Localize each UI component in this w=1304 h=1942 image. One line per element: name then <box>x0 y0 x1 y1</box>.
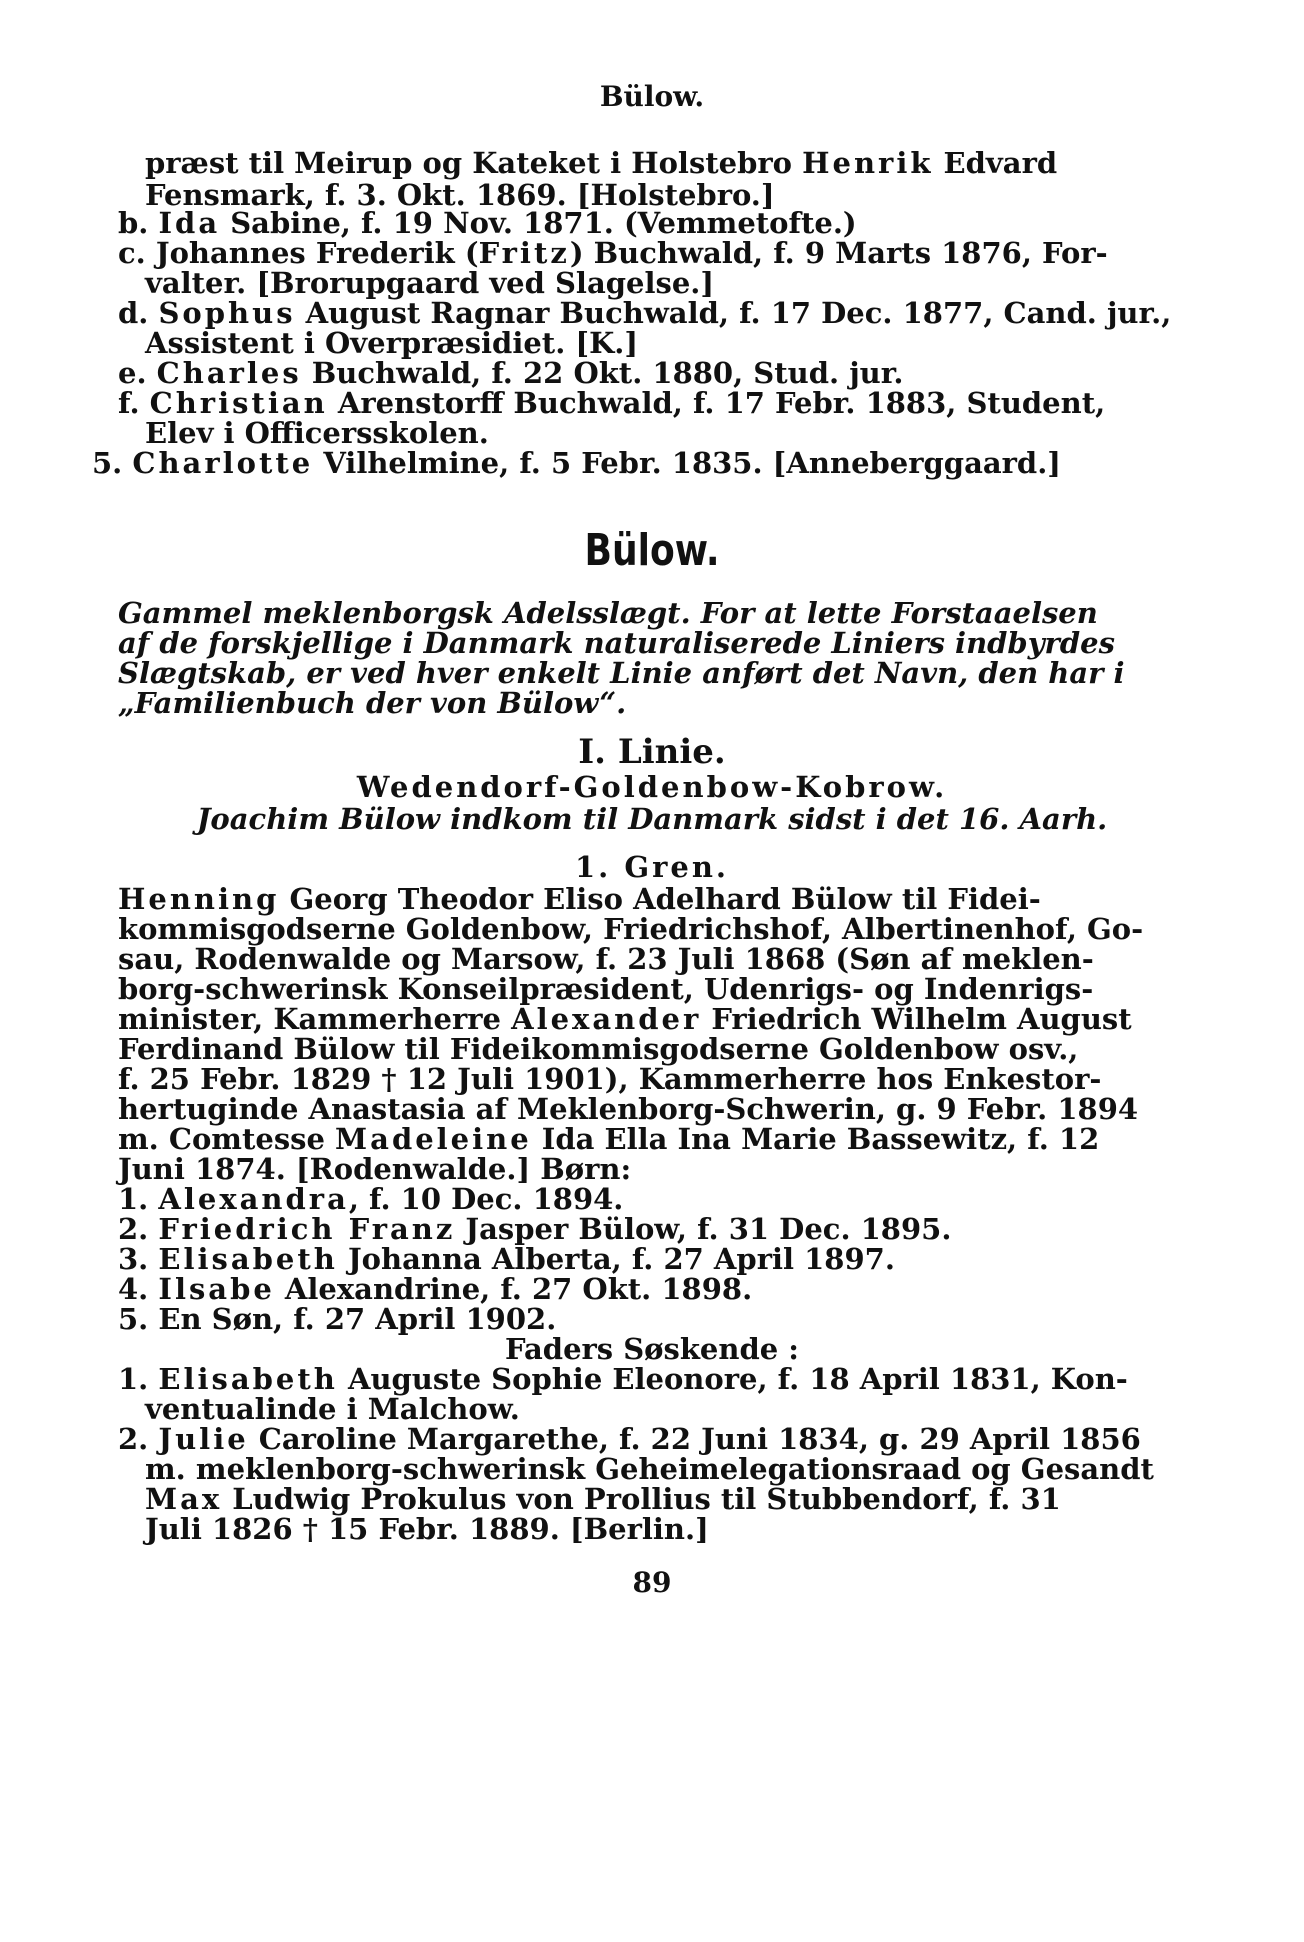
text-line: kommisgodserne Goldenbow, Friedrichshof, Albertinenhof, Go- <box>118 912 1144 946</box>
text-line: minister, Kammerherre Alexander Friedrich Wilhelm August <box>118 1002 1132 1036</box>
list-item: 2. Julie Caroline Margarethe, f. 22 Juni 1834, g. 29 April 1856 <box>118 1422 1141 1456</box>
text-line: Juli 1826 † 15 Febr. 1889. [Berlin.] <box>145 1512 709 1546</box>
list-item: 3. Elisabeth Johanna Alberta, f. 27 April 1897. <box>118 1242 895 1276</box>
list-item: 1. Alexandra, f. 10 Dec. 1894. <box>118 1182 624 1216</box>
text-line: m. meklenborg-schwerinsk Geheimelegationsraad og Gesandt <box>145 1452 1154 1486</box>
text-line: hertuginde Anastasia af Meklenborg-Schwerin, g. 9 Febr. 1894 <box>118 1092 1139 1126</box>
list-item: 4. Ilsabe Alexandrine, f. 27 Okt. 1898. <box>118 1272 753 1306</box>
linie-name: Wedendorf-Goldenbow-Kobrow. <box>356 770 948 804</box>
text-line: borg-schwerinsk Konseilpræsident, Udenrigs- og Indenrigs- <box>118 972 1094 1006</box>
list-item: f. Christian Arenstorff Buchwald, f. 17 Febr. 1883, Student, <box>118 386 1106 420</box>
list-item: b. Ida Sabine, f. 19 Nov. 1871. (Vemmetofte.) <box>118 206 857 240</box>
text-line: Fensmark, f. 3. Okt. 1869. [Holstebro.] <box>145 178 775 212</box>
list-item: 5. En Søn, f. 27 April 1902. <box>118 1302 557 1336</box>
intro-line: Slægtskab, er ved hver enkelt Linie anført det Navn, den har i <box>118 656 1125 690</box>
linie-note: Joachim Bülow indkom til Danmark sidst i det 16. Aarh. <box>196 802 1108 836</box>
list-item: e. Charles Buchwald, f. 22 Okt. 1880, Stud. jur. <box>118 356 904 390</box>
list-item: 5. Charlotte Vilhelmine, f. 5 Febr. 1835. [Anneberggaard.] <box>92 446 1062 480</box>
list-item: 2. Friedrich Franz Jasper Bülow, f. 31 Dec. 1895. <box>118 1212 952 1246</box>
intro-line: Gammel meklenborgsk Adelsslægt. For at lette Forstaaelsen <box>118 596 1098 630</box>
text-line: Elev i Officersskolen. <box>145 416 489 450</box>
list-item: 1. Elisabeth Auguste Sophie Eleonore, f. 18 April 1831, Kon- <box>118 1362 1128 1396</box>
intro-line: af de forskjellige i Danmark naturaliserede Liniers indbyrdes <box>118 626 1115 660</box>
text-line: valter. [Brorupgaard ved Slagelse.] <box>145 266 715 300</box>
text-line: Assistent i Overpræsidiet. [K.] <box>145 326 639 360</box>
text-line: f. 25 Febr. 1829 † 12 Juli 1901), Kammerherre hos Enkestor- <box>118 1062 1102 1096</box>
text-line: Max Ludwig Prokulus von Prollius til Stubbendorf, f. 31 <box>145 1482 1061 1516</box>
text-line: præst til Meirup og Kateket i Holstebro Henrik Edvard <box>145 146 1058 180</box>
linie-title: I. Linie. <box>578 732 726 772</box>
list-item: c. Johannes Frederik (Fritz) Buchwald, f. 9 Marts 1876, For- <box>118 236 1108 270</box>
section-title: Bülow. <box>584 525 720 576</box>
text-line: Henning Georg Theodor Eliso Adelhard Bülow til Fidei- <box>118 882 1041 916</box>
gren-title: 1. Gren. <box>574 850 730 884</box>
list-item: d. Sophus August Ragnar Buchwald, f. 17 Dec. 1877, Cand. jur., <box>118 296 1172 330</box>
running-header: Bülow. <box>599 80 705 113</box>
text-line: Ferdinand Bülow til Fideikommisgodserne Goldenbow osv., <box>118 1032 1079 1066</box>
text-line: sau, Rodenwalde og Marsow, f. 23 Juli 1868 (Søn af meklen- <box>118 942 1094 976</box>
intro-line: „Familienbuch der von Bülow“. <box>118 686 627 720</box>
text-line: ventualinde i Malchow. <box>145 1392 520 1426</box>
text-line: m. Comtesse Madeleine Ida Ella Ina Marie Bassewitz, f. 12 <box>118 1122 1100 1156</box>
text-line: Juni 1874. [Rodenwalde.] Børn: <box>118 1152 632 1186</box>
page-number: 89 <box>632 1566 672 1599</box>
siblings-heading: Faders Søskende : <box>505 1332 799 1366</box>
